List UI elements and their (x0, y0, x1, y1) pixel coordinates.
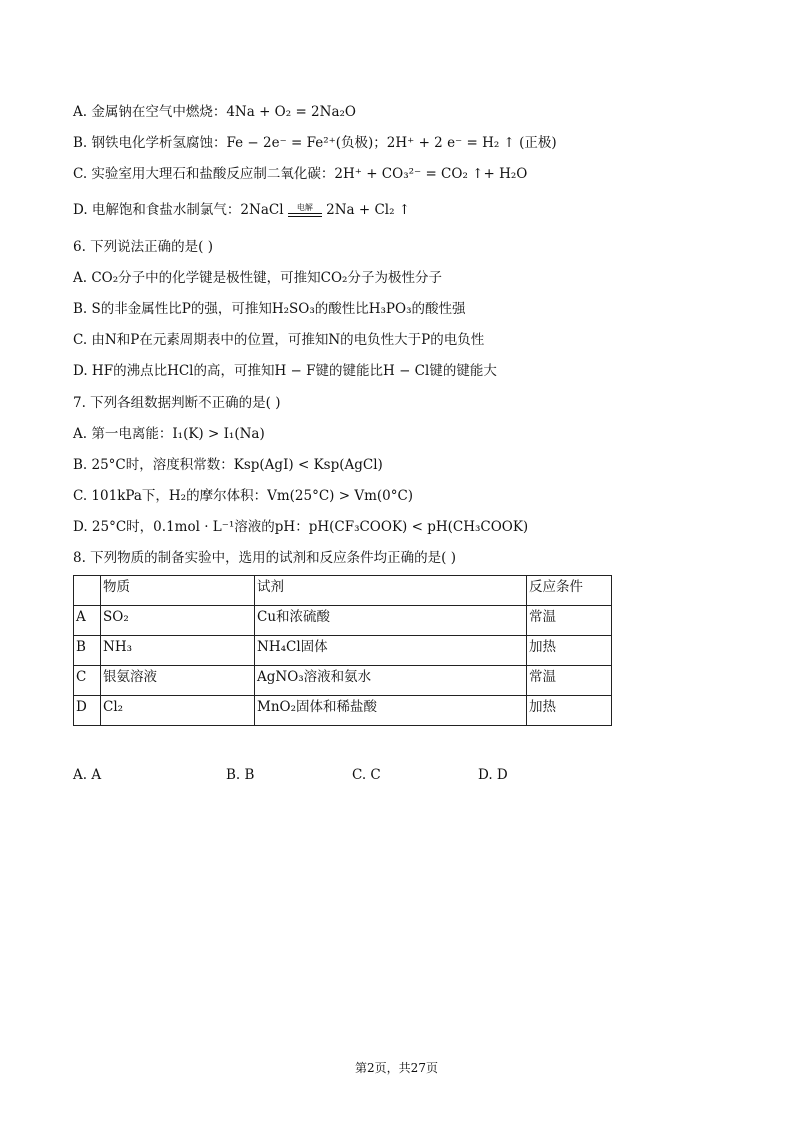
table-cell: MnO₂固体和稀盐酸 (255, 696, 527, 726)
q8-stem: 8. 下列物质的制备实验中，选用的试剂和反应条件均正确的是( ) (73, 550, 456, 566)
table-row (74, 606, 612, 636)
q5-option-d-suffix: 2Na + Cl₂ ↑ (326, 202, 411, 218)
q7-option-b: B. 25°C时，溶度积常数：Ksp(AgI) < Ksp(AgCl) (73, 457, 383, 473)
table-cell: 加热 (527, 636, 612, 666)
table-cell: 常温 (527, 606, 612, 636)
q6-option-a: A. CO₂分子中的化学键是极性键，可推知CO₂分子为极性分子 (73, 270, 442, 286)
table-cell: SO₂ (101, 606, 255, 636)
q8-answer-a: A. A (73, 767, 102, 783)
electrolysis-condition (288, 204, 322, 217)
q6-option-b: B. S的非金属性比P的强，可推知H₂SO₃的酸性比H₃PO₃的酸性强 (73, 301, 466, 317)
q6-option-d: D. HF的沸点比HCl的高，可推知H − F键的键能比H − Cl键的键能大 (73, 363, 497, 379)
q8-answer-c: C. C (352, 767, 381, 783)
q5-option-d (73, 200, 410, 220)
page-footer: 第2页，共27页 (355, 1061, 438, 1075)
table-cell: A (74, 606, 101, 636)
table-cell: 常温 (527, 666, 612, 696)
header-cell: 反应条件 (527, 576, 612, 606)
header-cell: 试剂 (255, 576, 527, 606)
table-cell: B (74, 636, 101, 666)
table-cell: C (74, 666, 101, 696)
q8-answer-d: D. D (478, 767, 508, 783)
q5-option-d-prefix: D. 电解饱和食盐水制氯气：2NaCl (73, 202, 284, 218)
header-cell: 物质 (101, 576, 255, 606)
table-cell: Cu和浓硫酸 (255, 606, 527, 636)
q6-option-c: C. 由N和P在元素周期表中的位置，可推知N的电负性大于P的电负性 (73, 332, 485, 348)
table-cell: D (74, 696, 101, 726)
q7-option-c: C. 101kPa下，H₂的摩尔体积：Vm(25°C) > Vm(0°C) (73, 488, 414, 504)
table-cell: NH₄Cl固体 (255, 636, 527, 666)
q7-stem: 7. 下列各组数据判断不正确的是( ) (73, 395, 281, 411)
table-row (74, 636, 612, 666)
q8-answer-b: B. B (226, 767, 255, 783)
q5-option-a: A. 金属钠在空气中燃烧：4Na + O₂ = 2Na₂O (73, 104, 356, 120)
q6-stem: 6. 下列说法正确的是( ) (73, 239, 213, 255)
q8-table (73, 575, 612, 726)
table-cell: 银氨溶液 (101, 666, 255, 696)
table-cell: Cl₂ (101, 696, 255, 726)
table-row (74, 696, 612, 726)
table-row (74, 666, 612, 696)
electrolysis-label: 电解 (296, 203, 313, 212)
table-cell: NH₃ (101, 636, 255, 666)
equals-sign (288, 213, 322, 217)
q5-option-c: C. 实验室用大理石和盐酸反应制二氧化碳：2H⁺ + CO₃²⁻ = CO₂ ↑+ H₂O (73, 166, 528, 182)
table-cell: 加热 (527, 696, 612, 726)
header-cell (74, 576, 101, 606)
q7-option-d: D. 25°C时，0.1mol · L⁻¹溶液的pH：pH(CF₃COOK) < pH(CH₃COOK) (73, 519, 529, 535)
table-cell: AgNO₃溶液和氨水 (255, 666, 527, 696)
q7-option-a: A. 第一电离能：I₁(K) > I₁(Na) (73, 426, 265, 442)
table-header-row (74, 576, 612, 606)
q5-option-b: B. 钢铁电化学析氢腐蚀：Fe − 2e⁻ = Fe²⁺(负极)；2H⁺ + 2 e⁻ = H₂ ↑ (正极) (73, 135, 557, 151)
